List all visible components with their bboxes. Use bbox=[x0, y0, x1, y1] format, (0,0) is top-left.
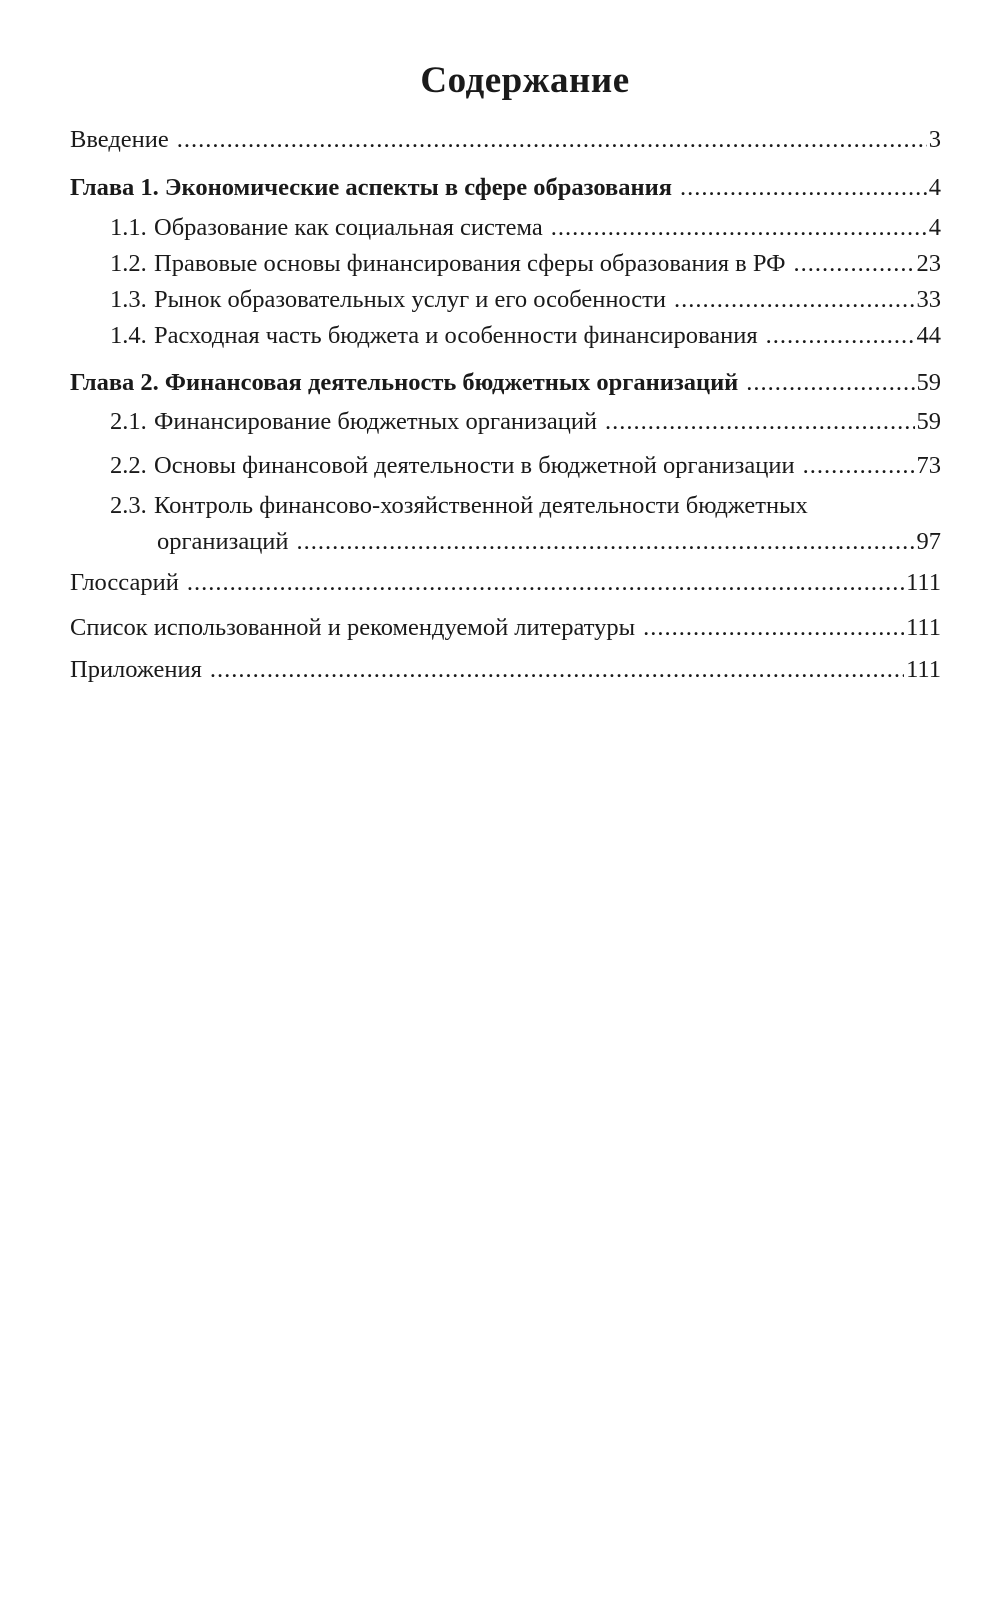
toc-section-title: Рынок образовательных услуг и его особенности bbox=[154, 286, 666, 313]
toc-section-title: Образование как социальная система bbox=[154, 214, 543, 241]
dot-leader bbox=[674, 288, 915, 313]
toc-page-number: 33 bbox=[916, 286, 941, 313]
toc-entry-label: Список использованной и рекомендуемой литературы bbox=[70, 614, 636, 641]
dot-leader bbox=[605, 410, 914, 435]
toc-page-number: 44 bbox=[916, 322, 941, 349]
toc-entry-section-1-1 bbox=[110, 216, 941, 241]
toc-page-number: 4 bbox=[928, 174, 941, 201]
toc-entry-bibliography bbox=[70, 616, 941, 641]
toc-section-number: 2.3. bbox=[110, 492, 147, 519]
dot-leader bbox=[210, 658, 904, 683]
dot-leader bbox=[680, 176, 927, 201]
dot-leader bbox=[803, 454, 915, 479]
toc-entry-chapter-1 bbox=[70, 176, 941, 201]
toc-section-number: 1.4. bbox=[110, 322, 147, 349]
toc-entry-label-continuation: организаций bbox=[157, 528, 289, 555]
dot-leader bbox=[551, 216, 927, 241]
toc-entry-section-2-1 bbox=[110, 410, 941, 435]
toc-section-number: 2.1. bbox=[110, 408, 147, 435]
toc-page-number: 97 bbox=[916, 528, 941, 555]
toc-entry-section-2-2 bbox=[110, 454, 941, 479]
toc-section-number: 1.2. bbox=[110, 250, 147, 277]
toc-section-title: Расходная часть бюджета и особенности финансирования bbox=[154, 322, 758, 349]
dot-leader bbox=[297, 530, 915, 555]
toc-page-number: 111 bbox=[906, 656, 941, 683]
dot-leader bbox=[643, 616, 904, 641]
toc-entry-label bbox=[110, 288, 666, 313]
toc-page-number: 4 bbox=[928, 214, 941, 241]
toc-entry-section-1-3 bbox=[110, 288, 941, 313]
toc-entry-label: Приложения bbox=[70, 656, 202, 683]
toc-section-number: 1.3. bbox=[110, 286, 147, 313]
toc-section-number: 1.1. bbox=[110, 214, 147, 241]
toc-entry-introduction bbox=[70, 128, 941, 153]
dot-leader bbox=[793, 252, 914, 277]
toc-entry-label bbox=[110, 216, 543, 241]
toc-section-title: Финансирование бюджетных организаций bbox=[154, 408, 598, 435]
toc-entry-chapter-2 bbox=[70, 371, 941, 396]
dot-leader bbox=[177, 128, 927, 153]
toc-entry-glossary bbox=[70, 571, 941, 596]
toc-entry-section-1-2 bbox=[110, 252, 941, 277]
toc-entry-label: Глоссарий bbox=[70, 569, 179, 596]
toc-page-number: 73 bbox=[916, 452, 941, 479]
toc-section-title: Контроль финансово-хозяйственной деятельности бюджетных bbox=[154, 492, 808, 519]
toc-section-title: Основы финансовой деятельности в бюджетной организации bbox=[154, 452, 795, 479]
toc-entry-label: Глава 1. Экономические аспекты в сфере образования bbox=[70, 174, 672, 201]
dot-leader bbox=[766, 324, 915, 349]
toc-section-number: 2.2. bbox=[110, 452, 147, 479]
toc-entry-label: Глава 2. Финансовая деятельность бюджетных организаций bbox=[70, 369, 739, 396]
toc-entry-label bbox=[110, 252, 785, 277]
toc-page-number: 3 bbox=[928, 126, 941, 153]
toc-section-title: Правовые основы финансирования сферы образования в РФ bbox=[154, 250, 786, 277]
dot-leader bbox=[187, 571, 904, 596]
toc-entry-section-2-3-continuation bbox=[157, 530, 941, 555]
toc-entry-label bbox=[110, 454, 795, 479]
toc-entry-label: Введение bbox=[70, 126, 169, 153]
toc-page-number: 59 bbox=[916, 369, 941, 396]
toc-entry-label bbox=[110, 410, 597, 435]
toc-page-number: 111 bbox=[906, 614, 941, 641]
toc-entry-section-1-4 bbox=[110, 324, 941, 349]
toc-entry-appendices bbox=[70, 658, 941, 683]
dot-leader bbox=[746, 371, 914, 396]
page-title: Содержание bbox=[420, 60, 630, 101]
toc-page-number: 111 bbox=[906, 569, 941, 596]
toc-page-number: 23 bbox=[916, 250, 941, 277]
toc-page-number: 59 bbox=[916, 408, 941, 435]
toc-entry-section-2-3 bbox=[110, 494, 941, 519]
toc-entry-label bbox=[110, 324, 758, 349]
